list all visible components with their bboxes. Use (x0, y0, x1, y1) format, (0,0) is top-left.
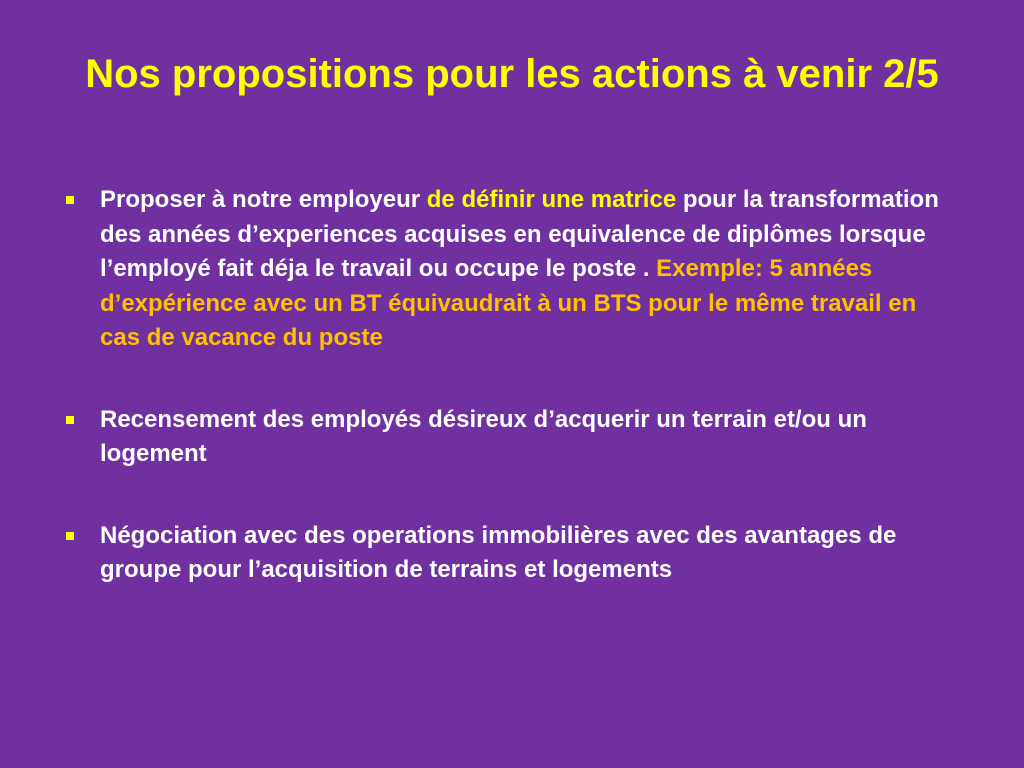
bullet-list (62, 183, 952, 588)
bullet-item-census (62, 403, 952, 472)
bullet-text: Négociation avec des operations immobilières avec des avantages de groupe pour l’acquisition de terrains et logements (100, 521, 897, 583)
highlight-text: de définir une matrice (426, 186, 677, 213)
bullet-item-matrix (62, 183, 952, 356)
square-bullet-icon (66, 416, 74, 424)
square-bullet-icon (66, 196, 74, 204)
square-bullet-icon (66, 532, 74, 540)
slide-title: Nos propositions pour les actions à venir 2/5 (85, 52, 939, 96)
bullet-item-negotiation (62, 519, 952, 588)
bullet-text: Recensement des employés désireux d’acquerir un terrain et/ou un logement (100, 405, 867, 467)
bullet-text: Proposer à notre employeur (100, 186, 427, 213)
example-text: Exemple: 5 années d’expérience avec un BT équivaudrait à un BTS pour le même travail en cas de vacance du poste (100, 255, 917, 351)
bullet-text: pour la transformation des années d’experiences acquises en equivalence de diplômes lorsque l’employé fait déja le travail ou occupe le poste . (100, 186, 939, 282)
